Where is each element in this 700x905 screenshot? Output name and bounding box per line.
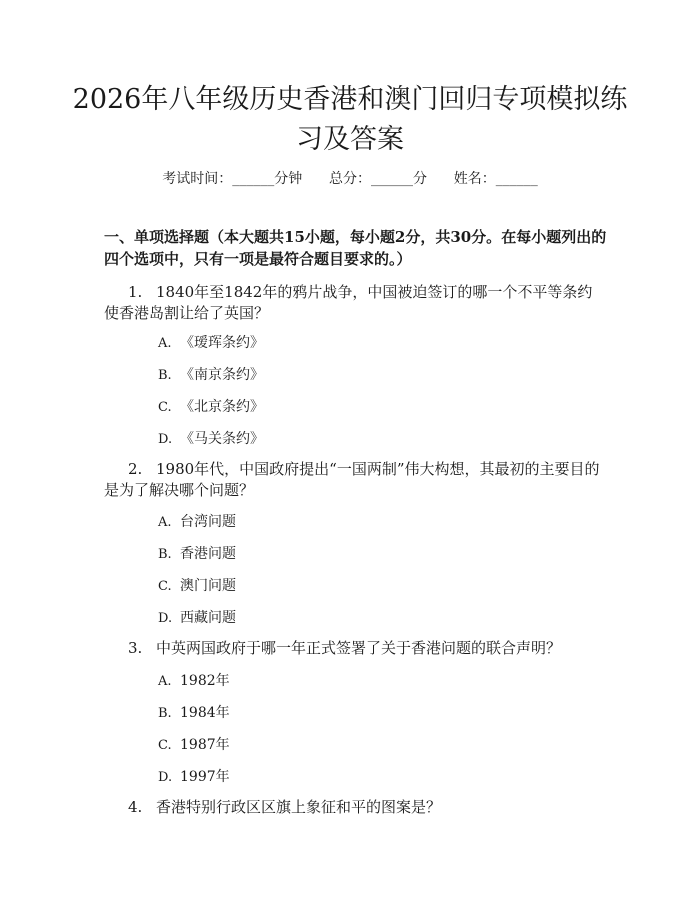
option-text: 1997年: [180, 769, 230, 785]
option-text: 澳门问题: [180, 578, 236, 594]
option-text: 香港问题: [180, 546, 236, 562]
option-d: [158, 608, 236, 629]
question-text: 1840年至1842年的鸦片战争，中国被迫签订的哪一个不平等条约使香港岛割让给了英国？: [104, 283, 593, 322]
option-letter: C.: [158, 400, 172, 415]
question-2: [104, 459, 602, 501]
option-letter: C.: [158, 738, 172, 753]
option-letter: A.: [158, 515, 172, 530]
option-text: 台湾问题: [180, 514, 236, 530]
option-b: [158, 544, 236, 565]
section-heading: 一、单项选择题（本大题共15小题，每小题2分，共30分。在每小题列出的四个选项中，只有一项是最符合题目要求的。）: [104, 228, 607, 268]
question-text: 1980年代，中国政府提出“一国两制”伟大构想，其最初的主要目的是为了解决哪个问题？: [104, 460, 600, 499]
option-text: 1987年: [180, 737, 230, 753]
question-3: [104, 638, 602, 659]
option-text: 西藏问题: [180, 610, 236, 626]
question-number: 4.: [128, 798, 143, 816]
option-letter: B.: [158, 547, 172, 562]
option-letter: A.: [158, 336, 172, 351]
option-text: 1982年: [180, 673, 230, 689]
question-text: 中英两国政府于哪一年正式签署了关于香港问题的联合声明？: [156, 639, 562, 657]
option-letter: C.: [158, 579, 172, 594]
question-4: [104, 797, 602, 818]
question-number: 2.: [128, 460, 143, 478]
option-text: 《瑷珲条约》: [180, 335, 264, 351]
question-text: 香港特别行政区区旗上象征和平的图案是？: [156, 798, 442, 816]
option-b: [158, 365, 264, 386]
option-letter: D.: [158, 770, 173, 785]
option-b: [158, 703, 230, 724]
option-a: [158, 333, 264, 354]
option-a: [158, 512, 236, 533]
option-text: 《南京条约》: [180, 367, 264, 383]
option-letter: D.: [158, 611, 173, 626]
question-number: 3.: [128, 639, 143, 657]
option-letter: B.: [158, 368, 172, 383]
option-d: [158, 429, 264, 450]
option-letter: A.: [158, 674, 172, 689]
document-title: 2026年八年级历史香港和澳门回归专项模拟练习及答案: [72, 84, 628, 155]
option-a: [158, 671, 230, 692]
option-text: 《北京条约》: [180, 399, 264, 415]
option-letter: D.: [158, 432, 173, 447]
option-letter: B.: [158, 706, 172, 721]
exam-info-line: 考试时间：______分钟 总分：______分 姓名：______: [162, 171, 538, 187]
question-1: [104, 282, 602, 324]
question-number: 1.: [128, 283, 143, 301]
option-c: [158, 397, 264, 418]
option-c: [158, 735, 230, 756]
option-text: 《马关条约》: [180, 431, 264, 447]
option-text: 1984年: [180, 705, 230, 721]
option-c: [158, 576, 236, 597]
option-d: [158, 767, 230, 788]
